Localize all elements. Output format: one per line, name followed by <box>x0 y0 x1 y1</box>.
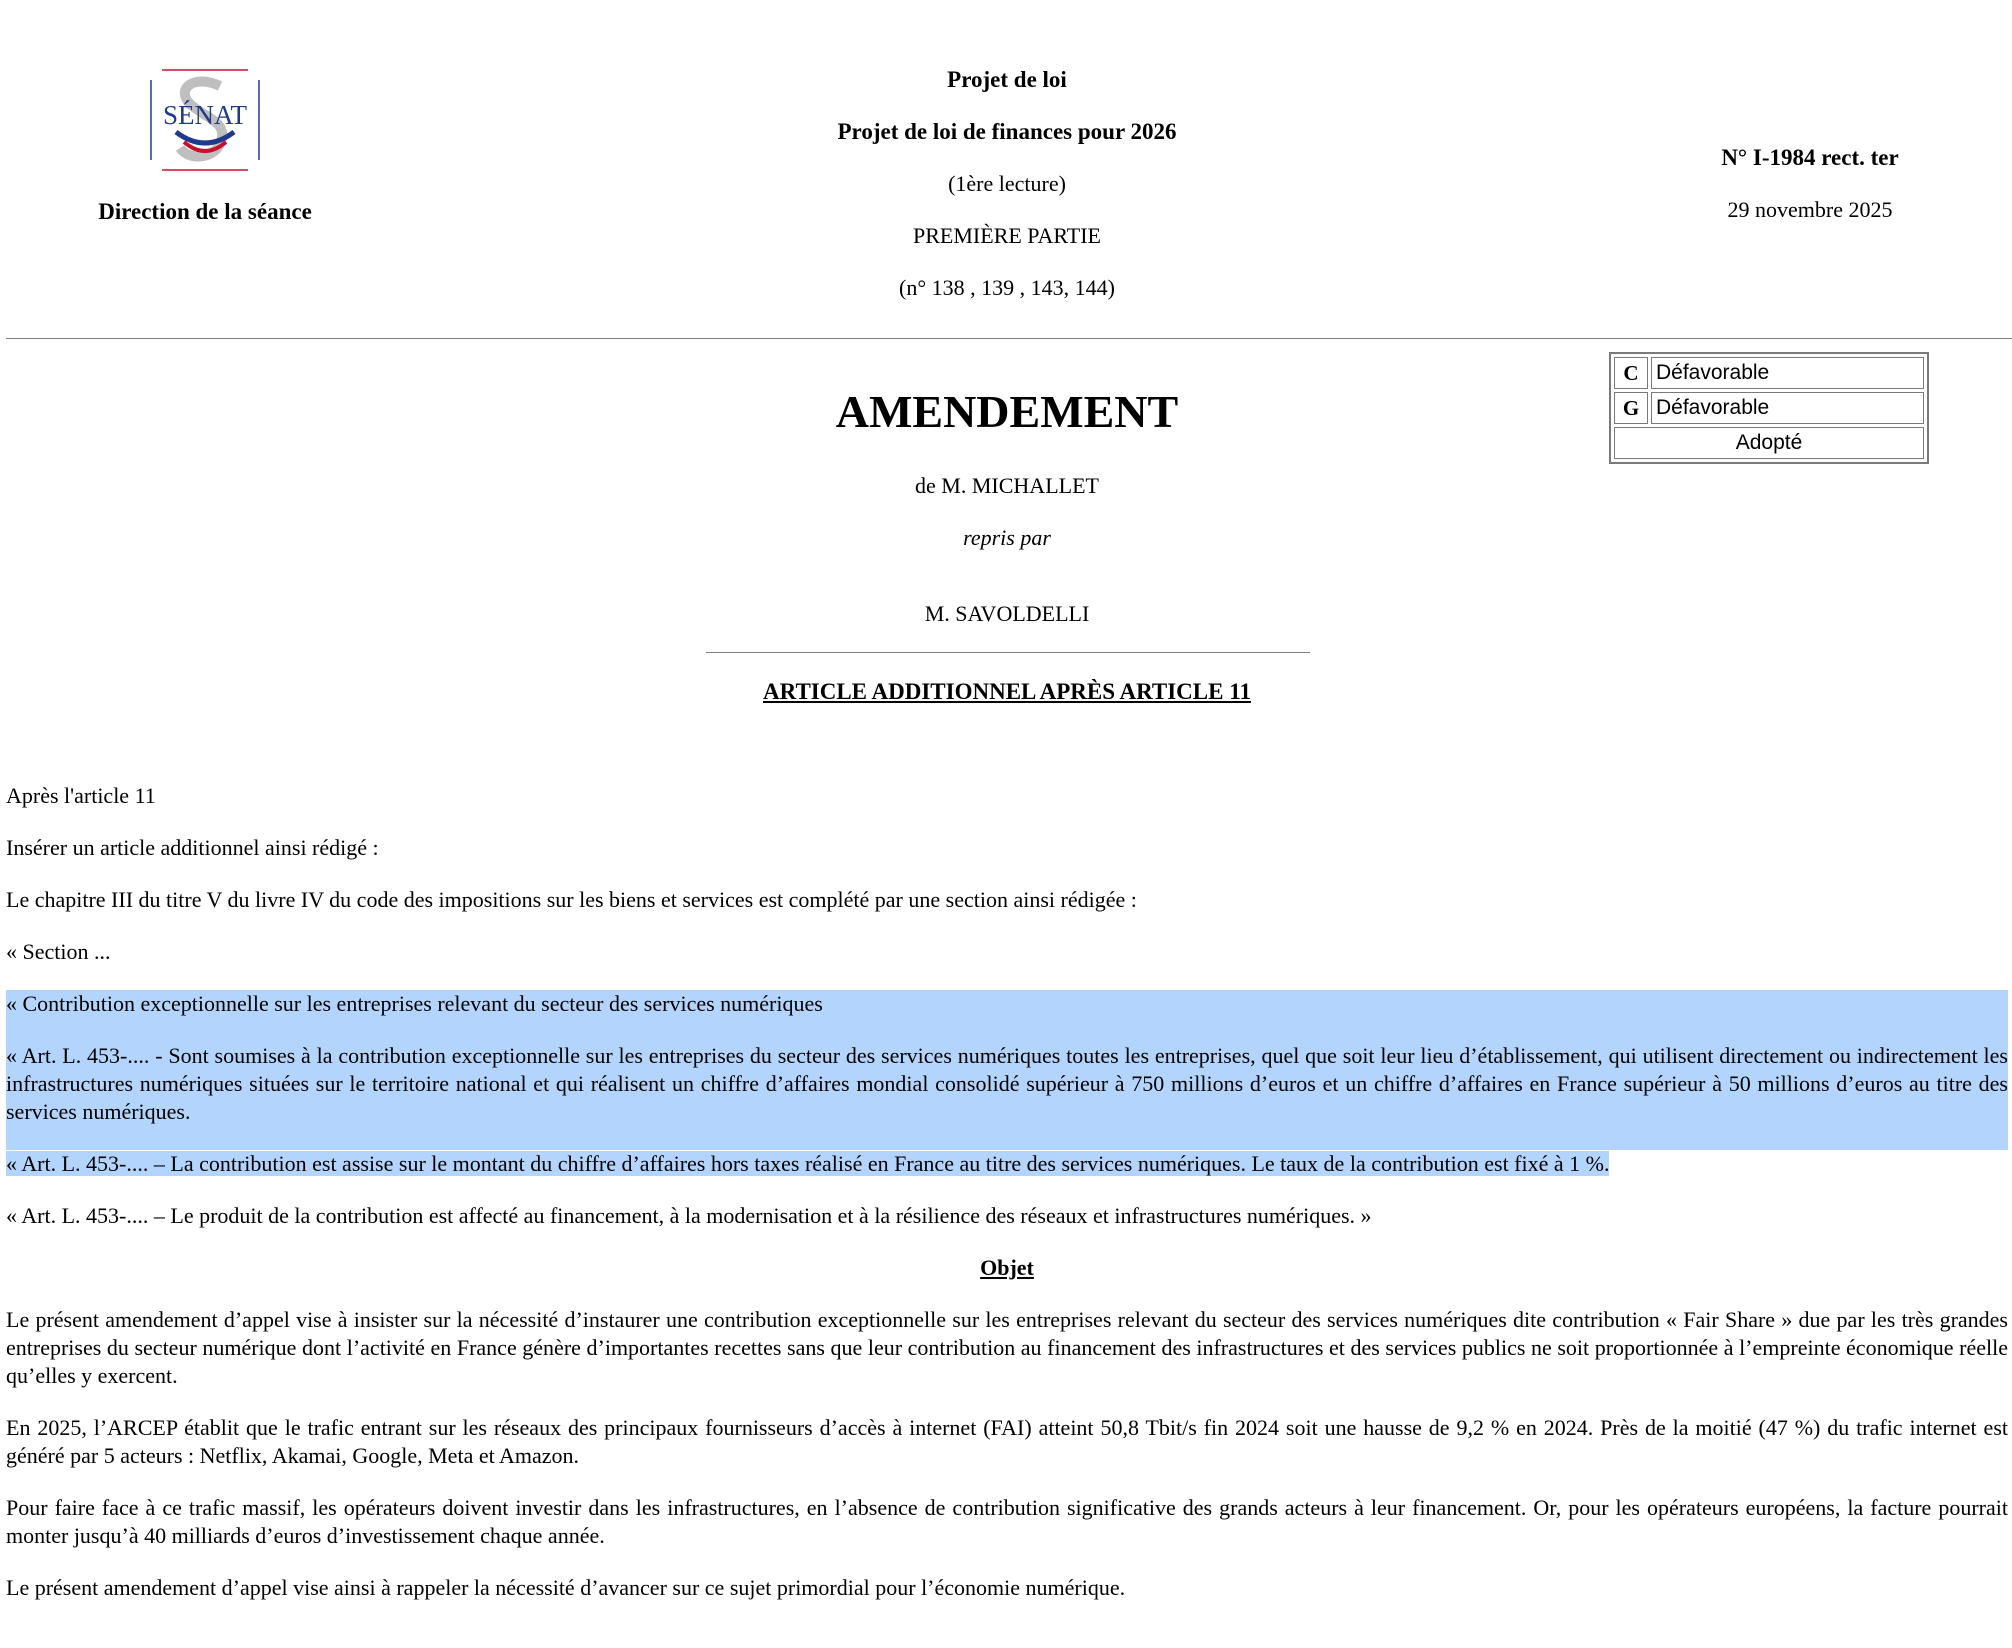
repreneur: M. SAVOLDELLI <box>924 601 1090 626</box>
avis-row-result <box>1614 427 1924 459</box>
selected-paragraph[interactable]: « Contribution exceptionnelle sur les entreprises relevant du secteur des services numériques <box>6 990 2008 1042</box>
objet-paragraph: Pour faire face à ce trafic massif, les opérateurs doivent investir dans les infrastructures, en l’absence de contribution significative des grands acteurs à leur financement. Or, pour les opérateurs européens, la facture pourrait monter jusqu’à 40 milliards d’euros d’investissement chaque année. <box>6 1495 2008 1548</box>
reading: (1ère lecture) <box>948 171 1066 196</box>
selected-text[interactable]: « Art. L. 453-.... – La contribution est assise sur le montant du chiffre d’affaires hors taxes réalisé en France au titre des services numériques. Le taux de la contribution est fixé à 1 %. <box>6 1151 1610 1176</box>
amendment-body <box>6 782 2008 1626</box>
senat-logo <box>150 64 260 176</box>
amendment-reference <box>1610 142 2010 246</box>
article-heading: ARTICLE ADDITIONNEL APRÈS ARTICLE 11 <box>763 679 1251 704</box>
header-divider <box>6 338 2012 339</box>
page-title: AMENDEMENT <box>835 386 1179 437</box>
doc-type: Projet de loi <box>947 67 1067 92</box>
avis-row-commission <box>1614 357 1924 389</box>
dispositif-paragraph: « Art. L. 453-.... – Le produit de la contribution est affecté au financement, à la modernisation et à la résilience des réseaux et infrastructures numériques. » <box>6 1203 1372 1228</box>
avis-result: Adopté <box>1614 427 1924 459</box>
avis-value: Défavorable <box>1651 357 1924 389</box>
dispositif-paragraph: Le chapitre III du titre V du livre IV du code des impositions sur les biens et services est complété par une section ainsi rédigée : <box>6 887 1137 912</box>
avis-row-gouvernement <box>1614 392 1924 424</box>
bill-title: Projet de loi de finances pour 2026 <box>837 119 1177 144</box>
objet-paragraph: Le présent amendement d’appel vise à insister sur la nécessité d’instaurer une contribution exceptionnelle sur les entreprises relevant du secteur des services numériques dite contribution « Fair Share » due par les très grandes entreprises du secteur numérique dont l’activité en France génère d’importantes recettes sans que leur contribution au financement des infrastructures et des services publics ne soit proportionnée à l’empreinte économique réelle qu’elles y exercent. <box>6 1307 2008 1388</box>
title-divider <box>706 652 1310 653</box>
selected-paragraph[interactable]: « Art. L. 453-.... - Sont soumises à la contribution exceptionnelle sur les entreprises du secteur des services numériques toutes les entreprises, quel que soit leur lieu d’établissement, qui utilisent directement ou indirectement les infrastructures numériques situées sur le territoire national et qui réalisent un chiffre d’affaires mondial consolidé supérieur à 750 millions d’euros et un chiffre d’affaires en France supérieur à 50 millions d’euros au titre des services numériques. <box>6 1042 2008 1150</box>
part: PREMIÈRE PARTIE <box>913 223 1101 248</box>
objet-title: Objet <box>980 1255 1034 1280</box>
objet-paragraph: Le présent amendement d’appel vise ainsi à rappeler la nécessité d’avancer sur ce sujet primordial pour l’économie numérique. <box>6 1575 1126 1600</box>
dispositif-paragraph: « Section ... <box>6 939 111 964</box>
senat-logo-icon <box>150 64 260 176</box>
text-numbers: (n° 138 , 139 , 143, 144) <box>899 275 1115 300</box>
avis-key: C <box>1614 357 1648 389</box>
amendment-number: N° I-1984 rect. ter <box>1721 145 1899 170</box>
direction-label: Direction de la séance <box>98 199 312 224</box>
dispositif-paragraph: Insérer un article additionnel ainsi rédigé : <box>6 835 379 860</box>
objet-paragraph: En 2025, l’ARCEP établit que le trafic entrant sur les réseaux des principaux fournisseurs d’accès à internet (FAI) atteint 50,8 Tbit/s fin 2024 soit une hausse de 9,2 % en 2024. Près de la moitié (47 %) du trafic internet est généré par 5 acteurs : Netflix, Akamai, Google, Meta et Amazon. <box>6 1415 2008 1468</box>
svg-text:SÉNAT: SÉNAT <box>162 100 248 130</box>
selected-paragraph[interactable] <box>6 1150 2008 1178</box>
amendment-date: 29 novembre 2025 <box>1727 197 1893 222</box>
avis-key: G <box>1614 392 1648 424</box>
repris-par: repris par <box>963 525 1051 550</box>
author: de M. MICHALLET <box>915 473 1099 498</box>
avis-table <box>1609 352 1929 464</box>
dispositif-paragraph: Après l'article 11 <box>6 783 156 808</box>
avis-value: Défavorable <box>1651 392 1924 424</box>
bill-header <box>707 64 1307 324</box>
